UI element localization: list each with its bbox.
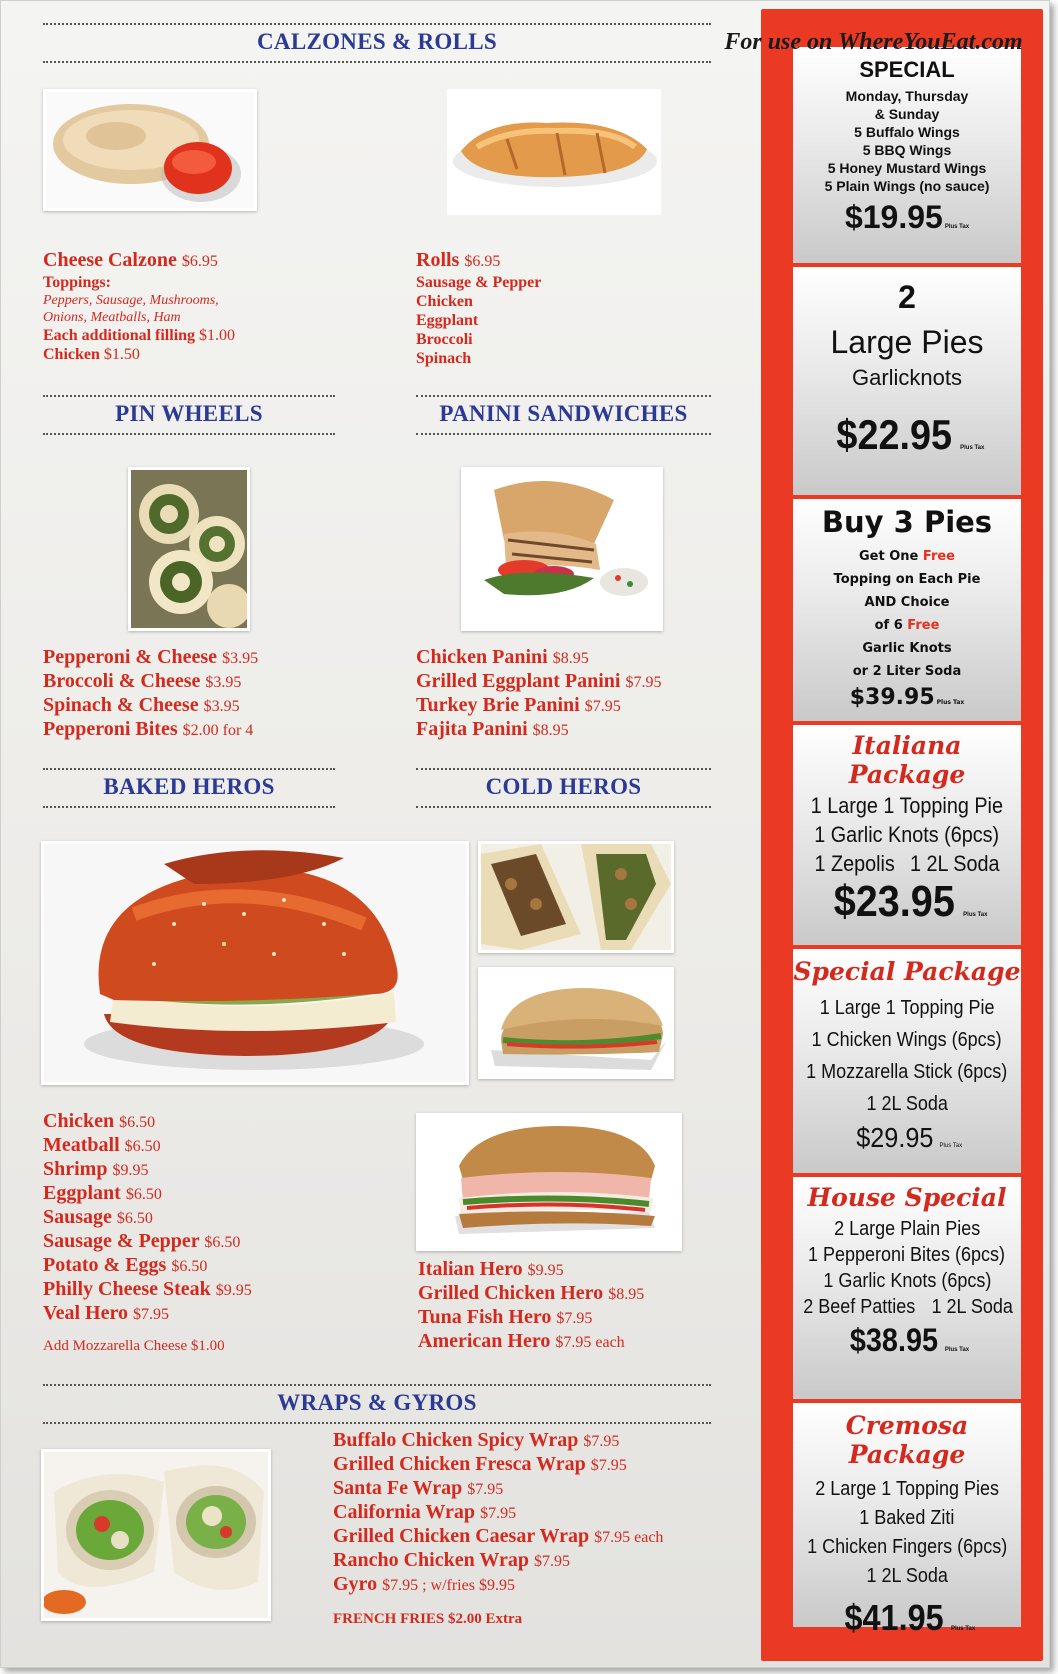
section-title-pinwheels <box>43 395 335 435</box>
roll-option: Eggplant <box>416 312 479 329</box>
box-title: Large Pies <box>830 324 984 360</box>
pinwheel-list <box>43 646 258 742</box>
item-name: Italian Hero <box>418 1258 523 1280</box>
item-name: Gyro <box>333 1573 378 1595</box>
italiana-lines <box>793 791 1021 878</box>
item-price: $8.95 <box>552 650 589 667</box>
wrap-item <box>333 1477 663 1501</box>
item-price: $8.95 <box>608 1286 645 1303</box>
item-name: Sausage & Pepper <box>43 1230 200 1252</box>
box-title: Buy 3 Pies <box>821 505 993 539</box>
item-name: Grilled Chicken Hero <box>418 1282 604 1304</box>
buy3-line: or 2 Liter Soda <box>852 664 962 679</box>
wraps-list <box>333 1429 663 1628</box>
item-name: Philly Cheese Steak <box>43 1278 211 1300</box>
item-price: $6.50 <box>124 1138 161 1155</box>
box-price-row <box>793 411 1021 459</box>
box-price: $29.95 <box>856 1122 934 1153</box>
box-title: SPECIAL <box>859 57 955 82</box>
item-name: Veal Hero <box>43 1302 128 1324</box>
item-price: $3.95 <box>222 650 259 667</box>
item-name: Rolls <box>416 249 460 271</box>
item-name: Broccoli & Cheese <box>43 670 201 692</box>
package-line: 2 Large 1 Topping Pies <box>815 1478 999 1500</box>
toppings-line: Peppers, Sausage, Mushrooms, <box>43 293 219 308</box>
item-name: Sausage <box>43 1206 112 1228</box>
calzone-photo <box>43 89 257 211</box>
section-title-calzones <box>43 23 711 63</box>
baked-list <box>43 1110 252 1355</box>
box-title: Cremosa Package <box>845 1411 969 1469</box>
panini-item <box>416 694 661 718</box>
item-price: $7.95 <box>584 698 621 715</box>
baked-item <box>43 1134 252 1158</box>
watermark: For use on WhereYouEat.com <box>724 29 1023 55</box>
package-line: 2 Beef Patties <box>802 1296 916 1318</box>
panini-item <box>416 670 661 694</box>
roll-option: Chicken <box>416 293 473 310</box>
baked-item <box>43 1158 252 1182</box>
item-price: $6.50 <box>116 1210 153 1227</box>
fries-note: FRENCH FRIES $2.00 Extra <box>333 1611 523 1627</box>
baked-item <box>43 1206 252 1230</box>
package-line: 1 Large 1 Topping Pie <box>810 793 1004 818</box>
two-pies-box <box>793 267 1021 495</box>
baked-item <box>43 1302 252 1326</box>
item-name: Chicken <box>43 1110 115 1132</box>
plus-tax: Plus Tax <box>950 1626 976 1632</box>
box-title: House Special <box>807 1183 1007 1212</box>
baked-item <box>43 1254 252 1278</box>
item-price: $7.95 each <box>594 1529 664 1546</box>
chicken-label: Chicken <box>43 346 100 363</box>
box-price: $39.95 <box>849 685 935 710</box>
baked-item <box>43 1230 252 1254</box>
package-line: 1 Pepperoni Bites (6pcs) <box>808 1244 1006 1266</box>
box-title: Special Package <box>793 957 1021 986</box>
panini-list <box>416 646 661 742</box>
wrap-item <box>333 1573 663 1597</box>
buy3-line <box>793 614 1021 637</box>
cold-item <box>418 1282 644 1306</box>
cremosa-box <box>793 1403 1021 1638</box>
wrap-item <box>333 1501 663 1525</box>
wing-line: 5 Honey Mustard Wings <box>827 160 987 176</box>
item-name: California Wrap <box>333 1501 476 1523</box>
plus-tax: Plus Tax <box>944 1347 970 1353</box>
extra-label: Each additional filling <box>43 327 196 344</box>
wing-line: & Sunday <box>874 106 940 122</box>
wing-lines <box>793 87 1021 195</box>
italiana-box <box>793 725 1021 945</box>
package-line: 1 Mozzarella Stick (6pcs) <box>806 1061 1008 1083</box>
cold-item <box>418 1258 644 1282</box>
wrap-item <box>333 1453 663 1477</box>
rolls-item <box>416 249 541 273</box>
buy3-lines <box>793 545 1021 683</box>
rolls-list <box>416 249 541 368</box>
pinwheel-item <box>43 718 258 742</box>
cold-hero-photo-1 <box>478 841 674 953</box>
package-line: 1 2L Soda <box>909 851 1000 876</box>
roll-photo <box>447 89 661 215</box>
item-price: $7.95 <box>583 1433 620 1450</box>
pinwheel-item <box>43 694 258 718</box>
house-special-box <box>793 1177 1021 1399</box>
chicken-extra <box>43 345 235 364</box>
free-highlight: Free <box>922 549 955 564</box>
panini-item <box>416 646 661 670</box>
pinwheel-item <box>43 646 258 670</box>
cold-hero-photo-2 <box>478 967 674 1079</box>
extra-filling <box>43 326 235 345</box>
baked-hero-photo <box>41 841 469 1085</box>
wing-line: 5 BBQ Wings <box>862 142 952 158</box>
pinwheel-item <box>43 670 258 694</box>
package-line: 1 Large 1 Topping Pie <box>819 997 995 1019</box>
item-name: Grilled Chicken Caesar Wrap <box>333 1525 590 1547</box>
box-price: $41.95 <box>844 1597 944 1638</box>
item-price: $2.00 for 4 <box>182 722 254 739</box>
package-line: 1 Baked Ziti <box>859 1507 955 1529</box>
item-name: Grilled Eggplant Panini <box>416 670 621 692</box>
buy3-line: AND Choice <box>864 595 950 610</box>
wrap-item <box>333 1525 663 1549</box>
item-price: $9.95 <box>527 1262 564 1279</box>
package-line: 1 Zepolis <box>814 851 895 876</box>
section-title-wraps <box>43 1384 711 1424</box>
item-name: Potato & Eggs <box>43 1254 167 1276</box>
box-price-row <box>793 1597 1021 1639</box>
panini-item <box>416 718 661 742</box>
item-name: Pepperoni & Cheese <box>43 646 218 668</box>
item-price: $3.95 <box>203 698 240 715</box>
wrap-photo <box>41 1449 271 1621</box>
buy3-line: Garlic Knots <box>862 641 952 656</box>
plus-tax: Plus Tax <box>944 224 970 230</box>
item-name: Fajita Panini <box>416 718 528 740</box>
item-name: Spinach & Cheese <box>43 694 199 716</box>
toppings-line: Onions, Meatballs, Ham <box>43 310 181 325</box>
special-package-box <box>793 949 1021 1173</box>
box-price: $22.95 <box>836 411 952 458</box>
section-title-cold <box>416 768 711 808</box>
item-price: $7.95 each <box>555 1334 625 1351</box>
box-title: Italiana Package <box>848 731 966 789</box>
wing-night-box <box>793 47 1021 263</box>
wing-line: Monday, Thursday <box>845 88 969 104</box>
specials-column <box>761 9 1043 1661</box>
package-line: 1 Garlic Knots (6pcs) <box>814 822 1000 847</box>
item-price: $7.95 <box>480 1505 517 1522</box>
item-name: Pepperoni Bites <box>43 718 178 740</box>
wing-line: 5 Plain Wings (no sauce) <box>824 178 990 194</box>
section-title-panini <box>416 395 711 435</box>
pinwheel-photo <box>128 467 250 631</box>
buy3-line-text: Get One <box>859 549 919 564</box>
cold-item <box>418 1330 644 1354</box>
baked-item <box>43 1278 252 1302</box>
item-name: Grilled Chicken Fresca Wrap <box>333 1453 586 1475</box>
section-title-baked <box>43 768 335 808</box>
item-name: Eggplant <box>43 1182 121 1204</box>
plus-tax: Plus Tax <box>963 912 988 918</box>
cold-item <box>418 1306 644 1330</box>
item-price: $7.95 <box>533 1553 570 1570</box>
item-name: Buffalo Chicken Spicy Wrap <box>333 1429 579 1451</box>
item-price: $7.95 ; w/fries $9.95 <box>382 1577 515 1594</box>
calzone-item <box>43 249 235 273</box>
box-count: 2 <box>898 279 916 315</box>
chicken-price: $1.50 <box>103 346 140 363</box>
item-price: $7.95 <box>625 674 662 691</box>
roll-option: Broccoli <box>416 331 473 348</box>
wrap-item <box>333 1549 663 1573</box>
special-lines <box>793 992 1021 1120</box>
toppings-label: Toppings: <box>43 274 111 291</box>
box-price: $19.95 <box>844 199 943 235</box>
baked-item <box>43 1182 252 1206</box>
item-name: Shrimp <box>43 1158 108 1180</box>
item-price: $6.50 <box>171 1258 208 1275</box>
item-name: American Hero <box>418 1330 551 1352</box>
item-name: Rancho Chicken Wrap <box>333 1549 529 1571</box>
item-name: Meatball <box>43 1134 120 1156</box>
buy3-box <box>793 499 1021 721</box>
item-price: $3.95 <box>205 674 242 691</box>
package-line: 1 2L Soda <box>866 1093 948 1115</box>
baked-item <box>43 1110 252 1134</box>
item-name: Cheese Calzone <box>43 249 177 271</box>
roll-option: Spinach <box>416 350 472 367</box>
buy3-line <box>793 545 1021 568</box>
item-name: Santa Fe Wrap <box>333 1477 463 1499</box>
cremosa-lines <box>793 1475 1021 1591</box>
panini-photo <box>461 467 663 631</box>
box-price-row <box>793 199 1021 236</box>
package-line: 1 Garlic Knots (6pcs) <box>822 1270 992 1292</box>
free-highlight: Free <box>907 618 940 633</box>
plus-tax: Plus Tax <box>936 699 965 706</box>
mozzarella-note: Add Mozzarella Cheese $1.00 <box>43 1338 225 1354</box>
item-price: $8.95 <box>532 722 569 739</box>
package-line: 2 Large Plain Pies <box>833 1218 981 1240</box>
box-price-row <box>793 1122 1021 1154</box>
item-price: $6.95 <box>181 253 218 270</box>
roll-option: Sausage & Pepper <box>416 274 542 291</box>
package-line: 1 Chicken Fingers (6pcs) <box>806 1536 1008 1558</box>
item-price: $6.50 <box>204 1234 241 1251</box>
package-line: 1 Chicken Wings (6pcs) <box>811 1029 1003 1051</box>
section-title-text: WRAPS & GYROS <box>277 1390 477 1415</box>
section-title-text: BAKED HEROS <box>103 774 275 799</box>
extra-price: $1.00 <box>199 327 236 344</box>
box-price: $23.95 <box>833 877 955 926</box>
buy3-line-text: of 6 <box>874 618 903 633</box>
section-title-text: COLD HEROS <box>485 774 642 799</box>
item-price: $7.95 <box>556 1310 593 1327</box>
wing-line: 5 Buffalo Wings <box>854 124 960 140</box>
wrap-item <box>333 1429 663 1453</box>
item-price: $9.95 <box>215 1282 252 1299</box>
section-title-text: PANINI SANDWICHES <box>439 401 688 426</box>
item-name: Turkey Brie Panini <box>416 694 580 716</box>
cold-list <box>418 1258 644 1354</box>
item-price: $6.50 <box>119 1114 156 1131</box>
box-price-row <box>793 685 1021 710</box>
box-price-row <box>793 878 1021 939</box>
item-price: $7.95 <box>467 1481 504 1498</box>
box-sub: Garlicknots <box>851 365 963 390</box>
house-lines <box>793 1216 1021 1320</box>
item-price: $9.95 <box>112 1162 149 1179</box>
item-name: Tuna Fish Hero <box>418 1306 552 1328</box>
calzone-list <box>43 249 235 364</box>
plus-tax: Plus Tax <box>939 1143 963 1149</box>
item-name: Chicken Panini <box>416 646 548 668</box>
box-price-row <box>793 1322 1021 1359</box>
item-price: $6.95 <box>464 253 501 270</box>
buy3-line: Topping on Each Pie <box>833 572 981 587</box>
plus-tax: Plus Tax <box>960 445 985 451</box>
section-title-text: PIN WHEELS <box>115 401 263 426</box>
item-price: $7.95 <box>133 1306 169 1323</box>
item-price: $6.50 <box>125 1186 162 1203</box>
package-line: 1 2L Soda <box>866 1565 948 1587</box>
box-price: $38.95 <box>849 1322 938 1358</box>
item-price: $7.95 <box>590 1457 627 1474</box>
cold-hero-photo-3 <box>416 1113 682 1251</box>
package-line: 1 2L Soda <box>931 1296 1013 1318</box>
section-title-text: CALZONES & ROLLS <box>257 29 497 54</box>
